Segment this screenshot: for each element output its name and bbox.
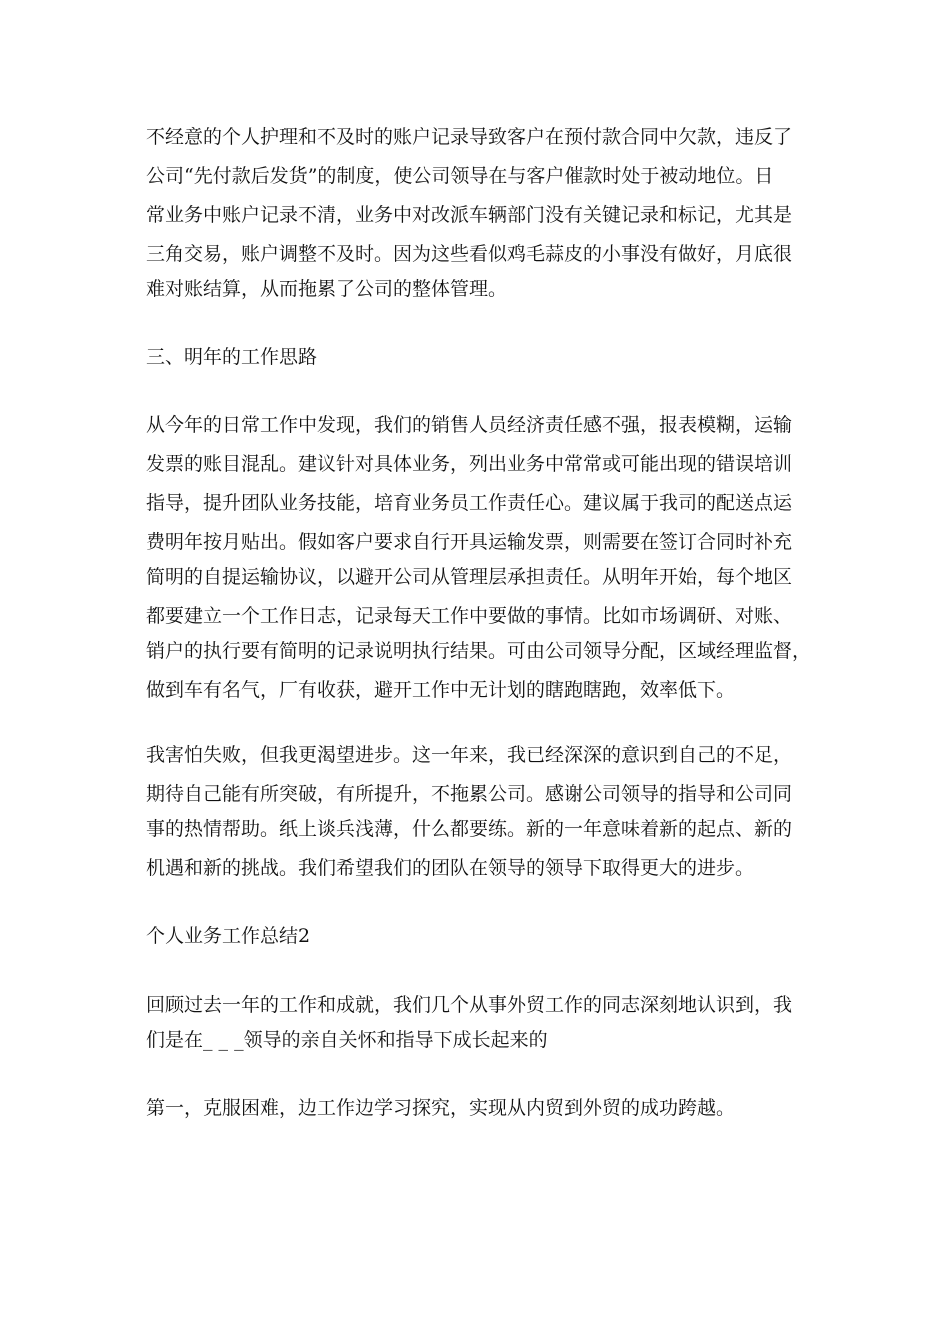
paragraph-3-line-2: 期待自己能有所突破，有所提升，不拖累公司。感谢公司领导的指导和公司同	[146, 783, 793, 805]
paragraph-1-line-1: 不经意的个人护理和不及时的账户记录导致客户在预付款合同中欠款，违反了	[146, 126, 793, 148]
paragraph-1-line-4: 三角交易，账户调整不及时。因为这些看似鸡毛蒜皮的小事没有做好，月底很	[146, 243, 793, 265]
paragraph-1-line-2: 公司“先付款后发货”的制度，使公司领导在与客户催款时处于被动地位。日	[146, 165, 774, 187]
paragraph-1-line-3: 常业务中账户记录不清，业务中对改派车辆部门没有关键记录和标记，尤其是	[146, 204, 793, 226]
paragraph-2-line-3: 指导，提升团队业务技能，培育业务员工作责任心。建议属于我司的配送点运	[146, 492, 793, 514]
section-heading-3: 三、明年的工作思路	[146, 346, 318, 368]
paragraph-3-line-1: 我害怕失败，但我更渴望进步。这一年来，我已经深深的意识到自己的不足，	[146, 744, 793, 766]
paragraph-2-line-8: 做到车有名气，厂有收获，避开工作中无计划的瞎跑瞎跑，效率低下。	[146, 679, 736, 701]
paragraph-2-line-4: 费明年按月贴出。假如客户要求自行开具运输发票，则需要在签订合同时补充	[146, 531, 793, 553]
paragraph-2-line-2: 发票的账目混乱。建议针对具体业务，列出业务中常常或可能出现的错误培训	[146, 453, 793, 475]
paragraph-4-line-1: 回顾过去一年的工作和成就，我们几个从事外贸工作的同志深刻地认识到，我	[146, 994, 793, 1016]
paragraph-2-line-6: 都要建立一个工作日志，记录每天工作中要做的事情。比如市场调研、对账、	[146, 605, 793, 627]
paragraph-2-line-5: 简明的自提运输协议，以避开公司从管理层承担责任。从明年开始，每个地区	[146, 566, 793, 588]
paragraph-5-line-1: 第一，克服困难，边工作边学习探究，实现从内贸到外贸的成功跨越。	[146, 1097, 736, 1119]
summary-title-2: 个人业务工作总结2	[146, 925, 311, 947]
paragraph-2-line-7: 销户的执行要有简明的记录说明执行结果。可由公司领导分配，区域经理监督，	[146, 640, 812, 662]
paragraph-3-line-3: 事的热情帮助。纸上谈兵浅薄，什么都要练。新的一年意味着新的起点、新的	[146, 818, 793, 840]
paragraph-2-line-1: 从今年的日常工作中发现，我们的销售人员经济责任感不强，报表模糊，运输	[146, 414, 793, 436]
paragraph-3-line-4: 机遇和新的挑战。我们希望我们的团队在领导的领导下取得更大的进步。	[146, 857, 755, 879]
paragraph-1-line-5: 难对账结算，从而拖累了公司的整体管理。	[146, 278, 508, 300]
paragraph-4-line-2: 们是在_ _ _领导的亲自关怀和指导下成长起来的	[146, 1029, 548, 1051]
